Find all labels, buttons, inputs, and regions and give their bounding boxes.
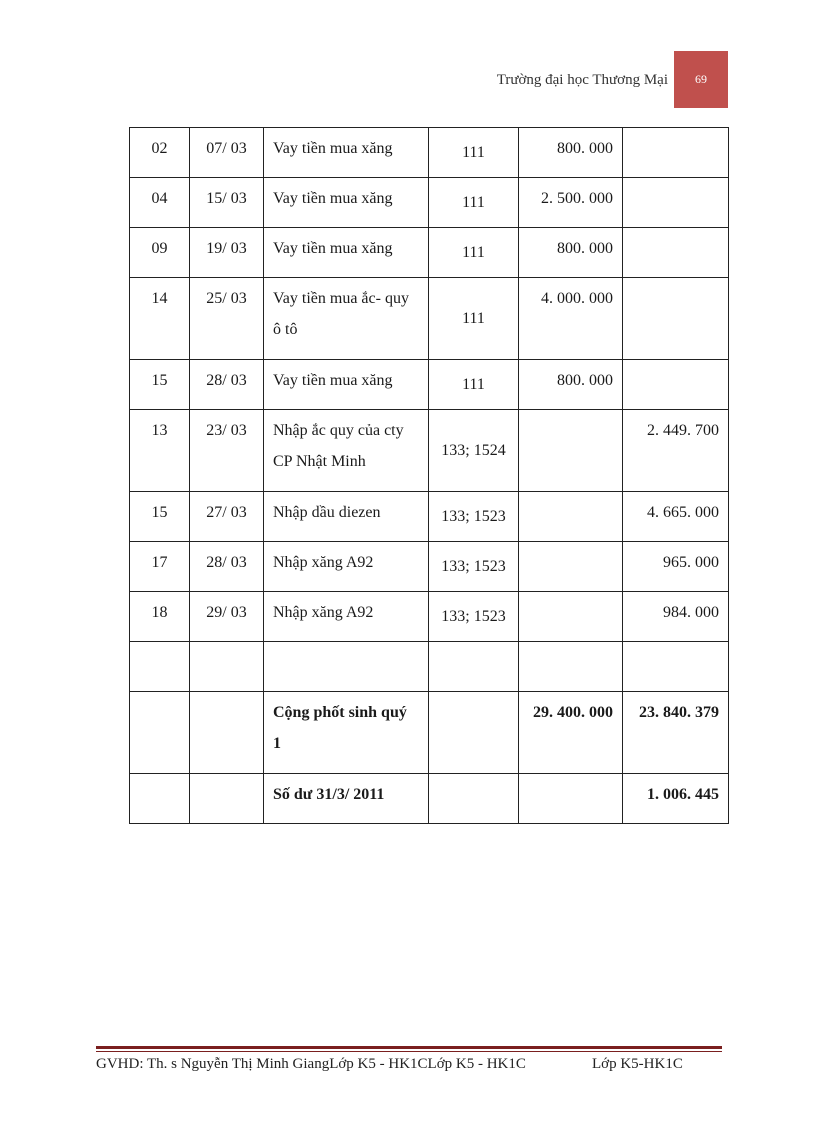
description-line: Cộng phốt sinh quý xyxy=(273,704,407,721)
debit-amount-cell xyxy=(519,774,623,824)
credit-amount-cell: 4. 665. 000 xyxy=(623,492,729,542)
table-row xyxy=(130,278,729,360)
table-row xyxy=(130,360,729,410)
table-row xyxy=(130,492,729,542)
date-cell: 15/ 03 xyxy=(190,178,264,228)
description-line: CP Nhật Minh xyxy=(273,453,366,470)
footer-divider-thin xyxy=(96,1051,722,1052)
description-cell xyxy=(264,492,429,542)
voucher-number-cell xyxy=(130,774,190,824)
account-cell: 133; 1523 xyxy=(429,592,519,642)
account-cell: 111 xyxy=(429,128,519,178)
credit-amount-cell: 984. 000 xyxy=(623,592,729,642)
credit-amount-cell: 23. 840. 379 xyxy=(623,692,729,774)
date-cell: 25/ 03 xyxy=(190,278,264,360)
footer-divider xyxy=(96,1046,722,1049)
debit-amount-cell: 800. 000 xyxy=(519,360,623,410)
debit-amount-cell xyxy=(519,492,623,542)
header-school-name: Trường đại học Thương Mại xyxy=(496,72,668,88)
debit-amount-cell xyxy=(519,592,623,642)
debit-amount-cell xyxy=(519,410,623,492)
voucher-number-cell: 17 xyxy=(130,542,190,592)
table-row xyxy=(130,410,729,492)
account-cell: 111 xyxy=(429,360,519,410)
account-cell: 133; 1523 xyxy=(429,542,519,592)
footer-instructor: GVHD: Th. s Nguyễn Thị Minh GiangLớp K5 - HK1CLớp K5 - HK1C xyxy=(96,1056,526,1072)
debit-amount-cell: 800. 000 xyxy=(519,128,623,178)
voucher-number-cell: 04 xyxy=(130,178,190,228)
description-cell xyxy=(264,228,429,278)
description-cell xyxy=(264,542,429,592)
account-cell: 111 xyxy=(429,228,519,278)
ledger-table xyxy=(129,127,729,824)
debit-amount-cell: 2. 500. 000 xyxy=(519,178,623,228)
date-cell xyxy=(190,774,264,824)
credit-amount-cell: 1. 006. 445 xyxy=(623,774,729,824)
table-row xyxy=(130,128,729,178)
description-cell xyxy=(264,692,429,774)
table-row xyxy=(130,592,729,642)
date-cell: 07/ 03 xyxy=(190,128,264,178)
voucher-number-cell: 15 xyxy=(130,492,190,542)
description-cell xyxy=(264,278,429,360)
ledger-body xyxy=(130,128,729,824)
credit-amount-cell xyxy=(623,128,729,178)
debit-amount-cell xyxy=(519,642,623,692)
date-cell: 23/ 03 xyxy=(190,410,264,492)
debit-amount-cell: 4. 000. 000 xyxy=(519,278,623,360)
description-cell xyxy=(264,774,429,824)
description-line: Vay tiền mua xăng xyxy=(273,190,393,207)
description-line: Nhập xăng A92 xyxy=(273,604,374,621)
description-line: Vay tiền mua ắc- quy xyxy=(273,290,409,307)
voucher-number-cell: 15 xyxy=(130,360,190,410)
voucher-number-cell: 13 xyxy=(130,410,190,492)
description-line: Vay tiền mua xăng xyxy=(273,372,393,389)
account-cell xyxy=(429,774,519,824)
table-row xyxy=(130,178,729,228)
description-cell xyxy=(264,592,429,642)
date-cell: 28/ 03 xyxy=(190,360,264,410)
description-line: Nhập ắc quy của cty xyxy=(273,422,404,439)
description-line: 1 xyxy=(273,735,281,752)
voucher-number-cell: 02 xyxy=(130,128,190,178)
credit-amount-cell xyxy=(623,228,729,278)
credit-amount-cell: 2. 449. 700 xyxy=(623,410,729,492)
table-row xyxy=(130,542,729,592)
voucher-number-cell xyxy=(130,642,190,692)
description-line: Số dư 31/3/ 2011 xyxy=(273,786,385,803)
description-line: ô tô xyxy=(273,321,298,338)
account-cell xyxy=(429,642,519,692)
credit-amount-cell xyxy=(623,360,729,410)
voucher-number-cell: 09 xyxy=(130,228,190,278)
description-line: Vay tiền mua xăng xyxy=(273,240,393,257)
table-row xyxy=(130,692,729,774)
credit-amount-cell xyxy=(623,178,729,228)
date-cell: 28/ 03 xyxy=(190,542,264,592)
credit-amount-cell: 965. 000 xyxy=(623,542,729,592)
page-number-badge: 69 xyxy=(674,51,728,108)
table-row xyxy=(130,642,729,692)
description-cell xyxy=(264,178,429,228)
voucher-number-cell: 14 xyxy=(130,278,190,360)
description-line: Vay tiền mua xăng xyxy=(273,140,393,157)
table-row xyxy=(130,228,729,278)
voucher-number-cell xyxy=(130,692,190,774)
description-cell xyxy=(264,360,429,410)
date-cell xyxy=(190,692,264,774)
description-cell xyxy=(264,128,429,178)
debit-amount-cell: 29. 400. 000 xyxy=(519,692,623,774)
date-cell: 27/ 03 xyxy=(190,492,264,542)
date-cell: 29/ 03 xyxy=(190,592,264,642)
date-cell xyxy=(190,642,264,692)
account-cell: 133; 1523 xyxy=(429,492,519,542)
description-line: Nhập dầu diezen xyxy=(273,504,381,521)
account-cell xyxy=(429,692,519,774)
description-cell xyxy=(264,642,429,692)
account-cell: 133; 1524 xyxy=(429,410,519,492)
table-row xyxy=(130,774,729,824)
debit-amount-cell: 800. 000 xyxy=(519,228,623,278)
date-cell: 19/ 03 xyxy=(190,228,264,278)
debit-amount-cell xyxy=(519,542,623,592)
account-cell: 111 xyxy=(429,178,519,228)
credit-amount-cell xyxy=(623,278,729,360)
credit-amount-cell xyxy=(623,642,729,692)
description-line: Nhập xăng A92 xyxy=(273,554,374,571)
account-cell: 111 xyxy=(429,278,519,360)
description-cell xyxy=(264,410,429,492)
footer-class: Lớp K5-HK1C xyxy=(592,1056,683,1072)
voucher-number-cell: 18 xyxy=(130,592,190,642)
